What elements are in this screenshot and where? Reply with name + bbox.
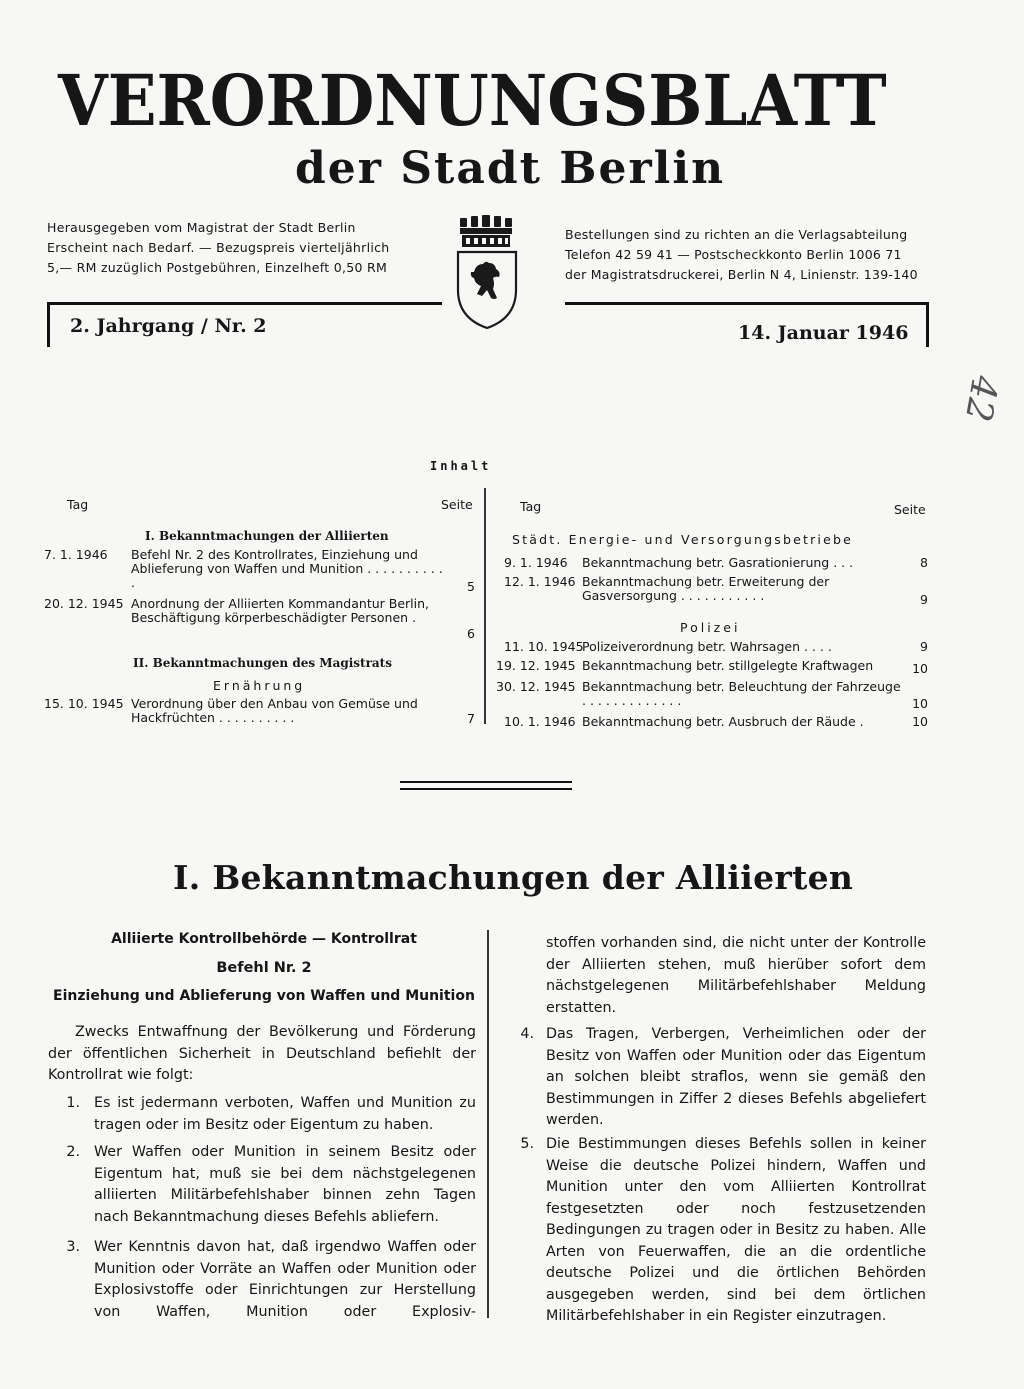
issue-rule-left xyxy=(47,302,50,347)
toc-entry-page: 10 xyxy=(912,714,928,729)
toc-entry-date: 9. 1. 1946 xyxy=(504,555,568,570)
publisher-line: Erscheint nach Bedarf. — Bezugspreis vierteljährlich xyxy=(47,240,390,255)
berlin-bear-crest-icon xyxy=(452,212,522,332)
article-subject: Einziehung und Ablieferung von Waffen und Munition xyxy=(53,988,475,1004)
toc-divider xyxy=(484,488,486,724)
publisher-line: Herausgegeben vom Magistrat der Stadt Berlin xyxy=(47,220,356,235)
order-line: der Magistratsdruckerei, Berlin N 4, Linienstr. 139-140 xyxy=(565,267,918,282)
double-rule-top xyxy=(400,781,572,783)
toc-col-day: Tag xyxy=(520,499,542,514)
section-heading: I. Bekanntmachungen der Alliierten xyxy=(173,858,854,897)
toc-entry-page: 7 xyxy=(467,711,475,726)
item-number: 2. xyxy=(66,1144,80,1160)
issue-rule-right xyxy=(926,302,929,347)
toc-col-page: Seite xyxy=(894,502,926,517)
toc-entry-text: Bekanntmachung betr. Erweiterung der Gasversorgung . . . . . . . . . . . xyxy=(582,574,830,603)
issue-number: 2. Jahrgang / Nr. 2 xyxy=(70,315,267,337)
toc-col-day: Tag xyxy=(67,497,89,512)
toc-entry-date: 11. 10. 1945 xyxy=(504,639,584,654)
toc-entry-text: Verordnung über den Anbau von Gemüse und Hackfrüchten . . . . . . . . . . xyxy=(131,696,418,725)
toc-entry-date: 7. 1. 1946 xyxy=(44,547,108,562)
item-number: 4. xyxy=(520,1026,534,1042)
publisher-info xyxy=(47,218,390,278)
toc-subsection: Ernährung xyxy=(213,678,306,693)
item-text-continued: stoffen vorhanden sind, die nicht unter der Kontrolle der Alliierten stehen, muß hierüber sofort dem nächstgelegenen Militärbefehlshaber Meldung erstatten. xyxy=(546,935,926,1016)
toc-entry-text: Bekanntmachung betr. Beleuchtung der Fahrzeuge . . . . . . . . . . . . . xyxy=(582,679,901,708)
toc-entry-date: 10. 1. 1946 xyxy=(504,714,576,729)
toc-entry-page: 9 xyxy=(920,639,928,654)
toc-entry-page: 8 xyxy=(920,555,928,570)
article-intro: Zwecks Entwaffnung der Bevölkerung und Förderung der öffentlichen Sicherheit in Deutschland befiehlt der Kontrollrat wie folgt: xyxy=(48,1024,476,1083)
double-rule-bottom xyxy=(400,788,572,790)
toc-entry-page: 10 xyxy=(912,696,928,711)
toc-entry-text: Bekanntmachung betr. stillgelegte Kraftwagen xyxy=(582,658,874,673)
masthead-title: VERORDNUNGSBLATT xyxy=(58,59,887,142)
toc-entry-page: 10 xyxy=(912,661,928,676)
toc-col-page: Seite xyxy=(441,497,473,512)
issue-rule-top-left xyxy=(47,302,442,305)
toc-entry-page: 6 xyxy=(467,626,475,641)
column-divider xyxy=(487,930,489,1318)
item-number: 1. xyxy=(66,1095,80,1111)
article-order: Befehl Nr. 2 xyxy=(216,960,312,976)
masthead-subtitle: der Stadt Berlin xyxy=(295,143,726,194)
toc-section-heading: Städt. Energie- und Versorgungsbetriebe xyxy=(512,532,854,547)
item-number: 5. xyxy=(520,1136,534,1152)
toc-entry-text: Bekanntmachung betr. Ausbruch der Räude . xyxy=(582,714,864,729)
handwritten-margin-note: 42 xyxy=(956,372,1006,425)
order-line: Bestellungen sind zu richten an die Verlagsabteilung xyxy=(565,227,908,242)
toc-entry-date: 30. 12. 1945 xyxy=(496,679,576,694)
toc-title: Inhalt xyxy=(430,459,492,473)
toc-entry-page: 9 xyxy=(920,592,928,607)
item-number: 3. xyxy=(66,1239,80,1255)
toc-entry-text: Polizeiverordnung betr. Wahrsagen . . . . xyxy=(582,639,832,654)
toc-entry-page: 5 xyxy=(467,579,475,594)
toc-entry-text: Anordnung der Alliierten Kommandantur Berlin, Beschäftigung körperbeschädigter Personen . xyxy=(131,596,430,625)
publisher-line: 5,— RM zuzüglich Postgebühren, Einzelheft 0,50 RM xyxy=(47,260,388,275)
issue-date: 14. Januar 1946 xyxy=(738,322,909,344)
order-line: Telefon 42 59 41 — Postscheckkonto Berlin 1006 71 xyxy=(565,247,902,262)
toc-entry-text: Bekanntmachung betr. Gasrationierung . . . xyxy=(582,555,854,570)
toc-section-heading: I. Bekanntmachungen der Alliierten xyxy=(145,529,389,543)
item-text: Das Tragen, Verbergen, Verheimlichen oder der Besitz von Waffen oder Munition oder das Eigentum an solchen bleibt straflos, wenn sie gemäß den Bestimmungen in Ziffer 2 dieses Befehls abgeliefert werden. xyxy=(546,1026,926,1128)
toc-section-heading: II. Bekanntmachungen des Magistrats xyxy=(133,656,392,670)
item-text: Wer Kenntnis davon hat, daß irgendwo Waffen oder Munition oder Vorräte an Waffen oder Munition oder Explosivstoffe oder Einrichtungen zur Herstellung von Waffen, Munition oder Explosiv- xyxy=(94,1239,476,1320)
toc-entry-date: 19. 12. 1945 xyxy=(496,658,576,673)
item-text: Die Bestimmungen dieses Befehls sollen in keiner Weise die deutsche Polizei hindern, Waffen und Munition unter den vom Alliierten Kontrollrat festgesetzten oder noch festzusetzenden Bedingungen zu tragen oder in Besitz zu haben. Alle Arten von Feuerwaffen, die an die ordentliche deutsche Polizei und die örtlichen Behörden ausgegeben werden, sind bei dem örtlichen Militärbefehlshaber in ein Register einzutragen. xyxy=(546,1136,926,1324)
toc-entry-text: Befehl Nr. 2 des Kontrollrates, Einziehung und Ablieferung von Waffen und Munition . . . . . . . . . . . xyxy=(131,547,443,590)
toc-entry-date: 15. 10. 1945 xyxy=(44,696,124,711)
article-authority: Alliierte Kontrollbehörde — Kontrollrat xyxy=(111,931,417,947)
order-info xyxy=(565,225,918,285)
toc-entry-date: 12. 1. 1946 xyxy=(504,574,576,589)
item-text: Es ist jedermann verboten, Waffen und Munition zu tragen oder im Besitz oder Eigentum zu haben. xyxy=(94,1095,476,1133)
toc-entry-date: 20. 12. 1945 xyxy=(44,596,124,611)
toc-section-heading: Polizei xyxy=(680,620,741,635)
issue-rule-top-right xyxy=(565,302,929,305)
item-text: Wer Waffen oder Munition in seinem Besitz oder Eigentum hat, muß sie bei dem nächstgelegenen alliierten Militärbefehlshaber binnen zehn Tagen nach Bekanntmachung dieses Befehls abliefern. xyxy=(94,1144,476,1225)
